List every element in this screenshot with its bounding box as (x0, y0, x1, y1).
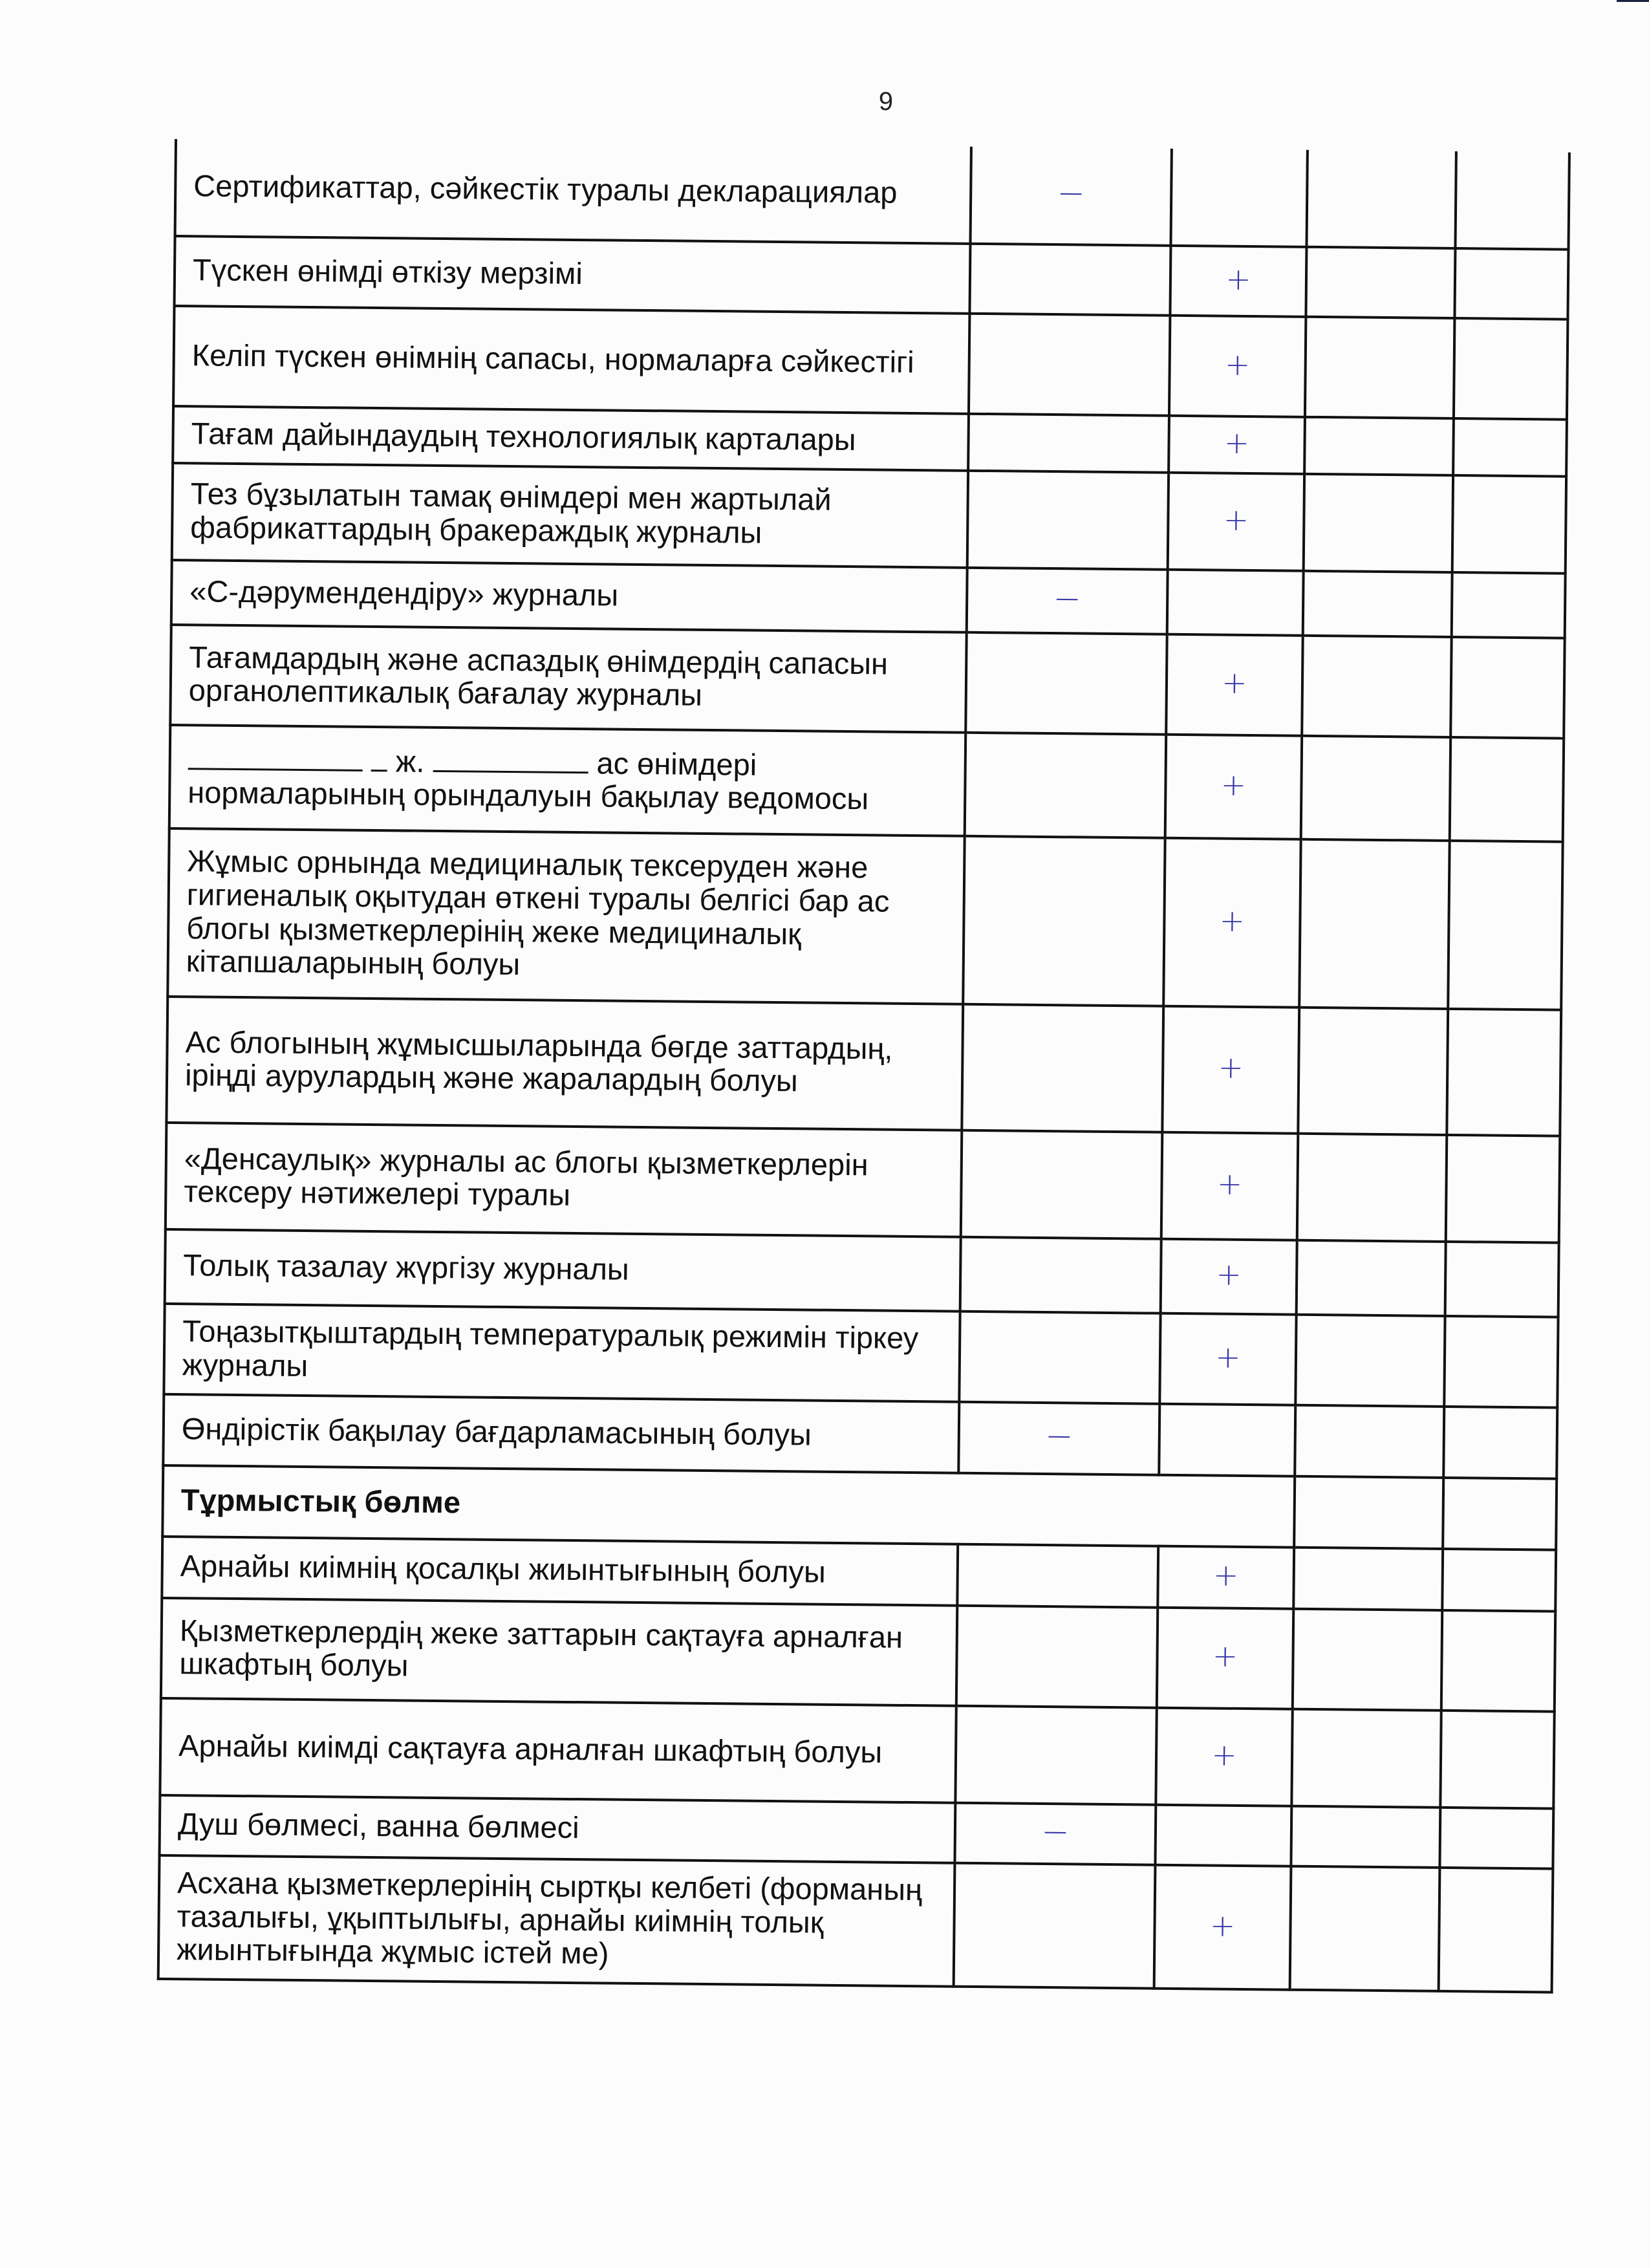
blank-line[interactable] (188, 742, 363, 772)
table-row (160, 1698, 1554, 1809)
mark-cell[interactable] (1447, 1009, 1561, 1136)
mark-cell[interactable] (1446, 1135, 1560, 1243)
table-row (172, 463, 1566, 574)
mark-cell[interactable] (1442, 1549, 1556, 1612)
item-text: «С-дәрумендендіру» журналы (171, 560, 967, 632)
mark-cell[interactable] (1443, 1478, 1557, 1550)
mark-cell[interactable] (1291, 1806, 1440, 1867)
item-text: Арнайы киімді сақтауға арналған шкафтың болуы (160, 1698, 956, 1803)
table-row (165, 1229, 1559, 1317)
mark-cell[interactable] (1454, 318, 1568, 420)
mark-cell[interactable] (1452, 475, 1566, 574)
mark-cell[interactable] (1295, 1314, 1445, 1406)
mark-cell[interactable] (1295, 1405, 1444, 1477)
mark-cell[interactable] (969, 244, 1170, 316)
table-row (167, 828, 1562, 1010)
table-row (164, 1304, 1558, 1408)
mark-cell[interactable] (1439, 1868, 1553, 1993)
mark-cell[interactable] (1303, 570, 1452, 636)
section-title: Тұрмыстық бөлме (162, 1465, 1295, 1548)
plus-mark[interactable]: + (1156, 1707, 1292, 1806)
plus-mark[interactable]: + (1169, 416, 1305, 474)
mark-cell[interactable] (1299, 839, 1449, 1008)
item-text: Арнайы киімнің қосалқы жиынтығының болуы (162, 1537, 958, 1606)
minus-mark[interactable]: − (958, 1401, 1159, 1474)
blank-line[interactable] (433, 744, 588, 773)
mark-cell[interactable] (1455, 151, 1569, 250)
mark-cell[interactable] (969, 314, 1170, 416)
mark-cell[interactable] (1445, 1242, 1559, 1317)
table-row (158, 1855, 1553, 1993)
item-text: Қызметкерлердің жеке заттарын сақтауға арналған шкафтың болуы (161, 1598, 957, 1706)
mark-cell[interactable] (1443, 1407, 1557, 1479)
mark-cell[interactable] (965, 732, 1167, 837)
plus-mark[interactable]: + (1161, 1132, 1299, 1240)
item-text: Келіп түскен өнімнің сапасы, нормаларға сәйкестігі (173, 306, 969, 414)
mark-cell[interactable] (1290, 1866, 1440, 1991)
plus-mark[interactable]: + (1170, 246, 1306, 317)
page-number: 9 (878, 87, 894, 116)
checklist-table (157, 139, 1571, 1994)
plus-mark[interactable]: + (1168, 472, 1304, 570)
table-row (169, 725, 1564, 842)
item-text: Өндірістік бақылау бағдарламасының болуы (163, 1394, 959, 1473)
checklist-rows (158, 139, 1569, 1992)
mark-cell[interactable] (967, 470, 1169, 569)
plus-mark[interactable]: + (1163, 837, 1300, 1007)
item-text-part: ж. (395, 743, 425, 779)
mark-cell[interactable] (961, 1130, 1163, 1238)
mark-cell[interactable] (1167, 569, 1304, 635)
mark-cell[interactable] (1304, 473, 1453, 572)
item-text: Тағамдардың және аспаздық өнімдердің сапасын органолептикалық бағалау журналы (170, 625, 966, 733)
item-text: Асхана қызметкерлерінің сыртқы келбеті (форманың тазалығы, ұқыптылығы, арнайы киімнің толық жиынтығында жұмыс істей ме) (158, 1855, 955, 1987)
item-text-part: нормаларының орындалуын бақылау ведомосы (188, 775, 869, 816)
plus-mark[interactable]: + (1159, 1313, 1296, 1405)
mark-cell[interactable] (1291, 1709, 1441, 1807)
plus-mark[interactable]: + (1158, 1546, 1294, 1608)
table-row (166, 1123, 1560, 1243)
mark-cell[interactable] (1439, 1808, 1553, 1869)
table-row (166, 997, 1561, 1136)
mark-cell[interactable] (1294, 1476, 1443, 1548)
section-row (162, 1465, 1557, 1550)
mark-cell[interactable] (1159, 1403, 1295, 1476)
item-text: Түскен өнімді өткізу мерзімі (175, 236, 971, 314)
mark-cell[interactable] (1306, 150, 1456, 248)
item-text: «Денсаулық» журналы ас блогы қызметкерлерін тексеру нәтижелері туралы (166, 1123, 962, 1237)
mark-cell[interactable] (968, 414, 1169, 473)
plus-mark[interactable]: + (1162, 1006, 1299, 1133)
item-text: Толық тазалау жүргізу журналы (165, 1229, 961, 1312)
mark-cell[interactable] (1454, 248, 1568, 319)
item-text: Тез бұзылатын тамақ өнімдері мен жартылай фабрикаттардың бракераждық журналы (172, 463, 968, 568)
table-row (163, 1394, 1557, 1479)
plus-mark[interactable]: + (1165, 734, 1302, 839)
mark-cell[interactable] (1306, 247, 1455, 318)
mark-cell[interactable] (954, 1863, 1156, 1989)
mark-cell[interactable] (1450, 737, 1564, 842)
mark-cell[interactable] (1297, 1240, 1446, 1315)
mark-cell[interactable] (1453, 418, 1567, 476)
plus-mark[interactable]: + (1169, 316, 1306, 417)
item-text: Тоңазытқыштардың температуралық режимін тіркеу журналы (164, 1304, 960, 1402)
mark-cell[interactable] (1444, 1316, 1558, 1408)
mark-cell[interactable] (1301, 735, 1451, 840)
plus-mark[interactable]: + (1157, 1607, 1293, 1709)
mark-cell[interactable] (962, 1004, 1163, 1132)
mark-cell[interactable] (1450, 637, 1564, 739)
blank-line[interactable] (371, 743, 387, 771)
item-text-part: ас өнімдері (596, 745, 757, 782)
mark-cell[interactable] (1297, 1133, 1447, 1241)
mark-cell[interactable] (1304, 417, 1454, 475)
item-text: Сертификаттар, сәйкестік туралы декларациялар (175, 139, 971, 244)
minus-mark[interactable]: − (954, 1802, 1156, 1864)
item-text: Тағам дайындаудың технологиялық карталары (173, 406, 969, 470)
mark-cell[interactable] (1155, 1804, 1291, 1866)
mark-cell[interactable] (1305, 317, 1454, 418)
item-text (169, 725, 965, 836)
table-row (173, 306, 1568, 420)
plus-mark[interactable]: + (1161, 1238, 1297, 1314)
mark-cell[interactable] (963, 836, 1165, 1006)
mark-cell[interactable] (959, 1311, 1160, 1403)
mark-cell[interactable] (1298, 1007, 1448, 1134)
table-row (175, 139, 1569, 250)
mark-cell[interactable] (1448, 841, 1562, 1010)
table-row (170, 625, 1564, 739)
mark-cell[interactable] (1170, 149, 1307, 247)
mark-cell[interactable] (956, 1605, 1158, 1707)
mark-cell[interactable] (960, 1237, 1161, 1313)
table-row (161, 1598, 1555, 1712)
mark-cell[interactable] (1293, 1547, 1443, 1610)
checklist-sheet (157, 139, 1568, 1993)
item-text: Ас блогының жұмысшыларында бөгде заттардың, іріңді аурулардың және жаралардың болуы (166, 997, 963, 1130)
scan-edge-strip (1617, 0, 1649, 2)
mark-cell[interactable] (1302, 635, 1451, 737)
mark-cell[interactable] (1440, 1711, 1554, 1809)
plus-mark[interactable]: + (1166, 634, 1302, 735)
mark-cell[interactable] (965, 632, 1167, 734)
item-text: Жұмыс орнында медициналық тексеруден және гигиеналық оқытудан өткені туралы белгісі бар ас блогы қызметкерлерінің жеке медициналық кітапшаларының болуы (167, 828, 964, 1004)
item-text: Душ бөлмесі, ванна бөлмесі (160, 1795, 956, 1863)
mark-cell[interactable] (955, 1705, 1156, 1804)
minus-mark[interactable]: − (971, 147, 1172, 246)
plus-mark[interactable]: + (1154, 1865, 1291, 1990)
mark-cell[interactable] (957, 1544, 1158, 1607)
table-row (175, 236, 1569, 319)
mark-cell[interactable] (1441, 1610, 1555, 1712)
mark-cell[interactable] (1452, 572, 1566, 638)
mark-cell[interactable] (1293, 1608, 1442, 1710)
minus-mark[interactable]: − (967, 567, 1168, 634)
